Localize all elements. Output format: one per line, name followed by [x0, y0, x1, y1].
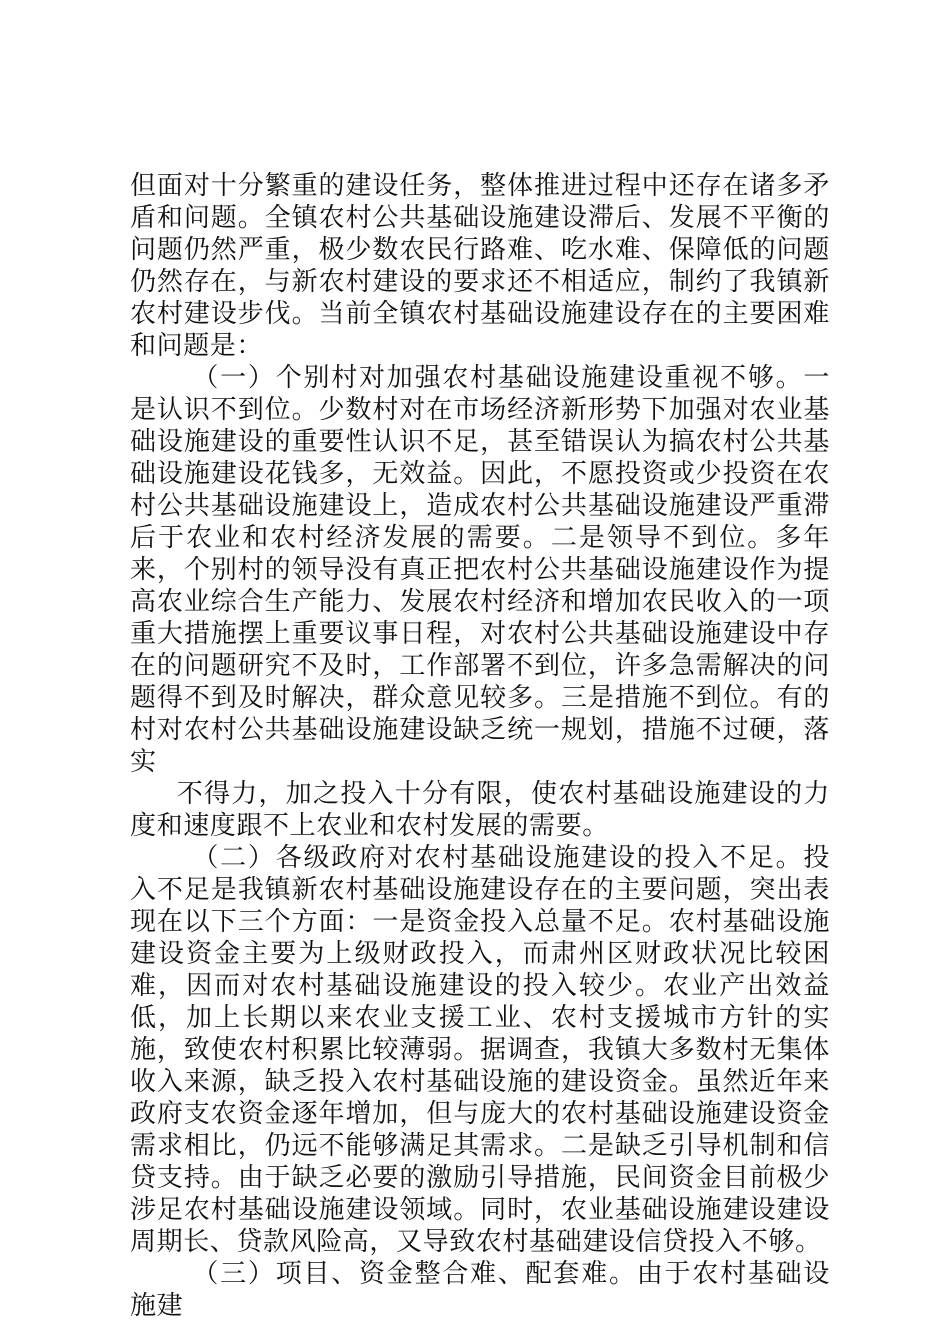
- paragraph-intro: 但面对十分繁重的建设任务，整体推进过程中还存在诸多矛盾和问题。全镇农村公共基础设施建设滞后、发展不平衡的问题仍然严重，极少数农民行路难、吃水难、保障低的问题仍然存在，与新农村建设的要求还不相适应，制约了我镇新农村建设步伐。当前全镇农村基础设施建设存在的主要困难和问题是：: [130, 171, 830, 361]
- document-body: [130, 170, 830, 1322]
- paragraph-section-3: （三）项目、资金整合难、配套难。由于农村基础设施建: [130, 1259, 830, 1321]
- paragraph-section-1: （一）个别村对加强农村基础设施建设重视不够。一是认识不到位。少数村对在市场经济新形势下加强对农业基础设施建设的重要性认识不足，甚至错误认为搞农村公共基础设施建设花钱多，无效益。因此，不愿投资或少投资在农村公共基础设施建设上，造成农村公共基础设施建设严重滞后于农业和农村经济发展的需要。二是领导不到位。多年来，个别村的领导没有真正把农村公共基础设施建设作为提高农业综合生产能力、发展农村经济和增加农民收入的一项重大措施摆上重要议事日程，对农村公共基础设施建设中存在的问题研究不及时，工作部署不到位，许多急需解决的问题得不到及时解决，群众意见较多。三是措施不到位。有的村对农村公共基础设施建设缺乏统一规划，措施不过硬，落实: [130, 363, 830, 777]
- paragraph-section-1-continued: 不得力，加之投入十分有限，使农村基础设施建设的力度和速度跟不上农业和农村发展的需要。: [130, 779, 830, 841]
- paragraph-section-2: （二）各级政府对农村基础设施建设的投入不足。投入不足是我镇新农村基础设施建设存在的主要问题，突出表现在以下三个方面：一是资金投入总量不足。农村基础设施建设资金主要为上级财政投入，而肃州区财政状况比较困难，因而对农村基础设施建设的投入较少。农业产出效益低，加上长期以来农业支援工业、农村支援城市方针的实施，致使农村积累比较薄弱。据调查，我镇大多数村无集体收入来源，缺乏投入农村基础设施的建设资金。虽然近年来政府支农资金逐年增加，但与庞大的农村基础设施建设资金需求相比，仍远不能够满足其需求。二是缺乏引导机制和信贷支持。由于缺乏必要的激励引导措施，民间资金目前极少涉足农村基础设施建设领域。同时，农业基础设施建设建设周期长、贷款风险高，又导致农村基础建设信贷投入不够。: [130, 843, 830, 1257]
